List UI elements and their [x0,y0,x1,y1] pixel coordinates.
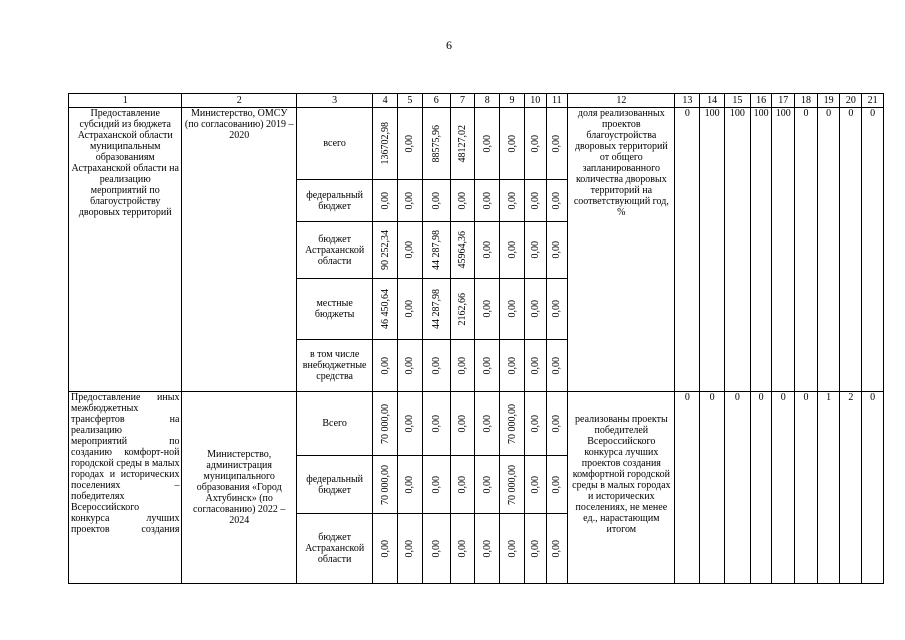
fund-value: 0,00 [529,134,541,153]
header-cell: 7 [450,94,475,108]
fund-value-cell [422,456,450,514]
fund-value: 0,00 [551,191,563,210]
fund-value: 70 000,00 [379,403,391,444]
fund-value: 46 450,64 [379,289,391,329]
fund-value: 0,00 [379,191,391,210]
indicator-text: доля реализованных проектов благоустройства дворовых территорий от общего запланированного количества дворовых территорий на соответствующий год, % [568,108,675,392]
fund-value: 0,00 [457,539,469,558]
fund-row [69,392,884,456]
target-value: 0 [750,392,772,584]
fund-value-cell [546,279,568,340]
fund-value-cell [546,340,568,392]
fund-value: 0,00 [457,356,469,375]
fund-value-cell [398,279,423,340]
target-value: 0 [795,108,818,392]
header-row [69,94,884,108]
header-cell: 13 [675,94,700,108]
fund-value-cell [373,340,398,392]
fund-value-cell [373,456,398,514]
fund-value: 0,00 [481,241,493,259]
fund-value-cell [373,392,398,456]
target-value: 100 [750,108,772,392]
fund-source-label: бюджет Астраханской области [296,514,372,584]
fund-value: 0,00 [457,475,469,494]
fund-value: 88575,96 [430,124,442,163]
fund-value: 0,00 [430,539,442,558]
fund-value-cell [373,180,398,222]
fund-value: 0,00 [404,191,416,210]
fund-value-cell [475,108,500,180]
fund-value-cell [398,340,423,392]
fund-value-cell [373,279,398,340]
fund-value-cell [398,180,423,222]
fund-value-cell [373,222,398,279]
target-value: 0 [862,392,884,584]
target-value: 0 [795,392,818,584]
fund-value: 90 252,34 [379,230,391,270]
fund-value-cell [500,180,525,222]
fund-value-cell [524,279,546,340]
fund-value-cell [398,392,423,456]
target-value: 0 [675,392,700,584]
fund-value-cell [450,108,475,180]
fund-value-cell [398,108,423,180]
fund-value: 70 000,00 [506,464,518,505]
fund-row [69,108,884,180]
fund-value: 0,00 [506,191,518,210]
fund-value: 0,00 [481,414,493,433]
fund-value-cell [546,514,568,584]
fund-value-cell [422,222,450,279]
fund-source-label: всего [296,108,372,180]
fund-value-cell [398,514,423,584]
header-cell: 15 [724,94,750,108]
fund-value-cell [422,514,450,584]
fund-value-cell [398,222,423,279]
header-cell: 21 [862,94,884,108]
fund-value: 0,00 [529,356,541,375]
fund-value-cell [398,456,423,514]
fund-source-label: федеральный бюджет [296,456,372,514]
fund-value: 0,00 [551,241,563,259]
header-cell: 8 [475,94,500,108]
fund-value: 45964,36 [457,231,469,269]
target-value: 100 [700,108,725,392]
fund-value: 0,00 [551,414,563,433]
header-cell: 12 [568,94,675,108]
header-cell: 2 [182,94,297,108]
fund-value: 0,00 [506,539,518,558]
fund-value-cell [546,456,568,514]
header-cell: 14 [700,94,725,108]
fund-value-cell [524,340,546,392]
fund-value-cell [450,514,475,584]
header-cell: 3 [296,94,372,108]
fund-source-label: местные бюджеты [296,279,372,340]
fund-value: 0,00 [404,241,416,259]
fund-value: 0,00 [529,300,541,318]
fund-value-cell [546,392,568,456]
fund-value-cell [475,279,500,340]
fund-value-cell [500,340,525,392]
target-value: 100 [772,108,795,392]
fund-value-cell [475,392,500,456]
fund-value: 0,00 [404,414,416,433]
header-cell: 5 [398,94,423,108]
fund-value: 0,00 [379,539,391,558]
fund-value: 0,00 [430,191,442,210]
fund-value: 0,00 [506,134,518,153]
target-value: 0 [772,392,795,584]
fund-value: 0,00 [430,414,442,433]
fund-value-cell [373,514,398,584]
fund-value: 2162,66 [457,292,469,326]
fund-value-cell [422,108,450,180]
fund-value-cell [500,222,525,279]
fund-value-cell [524,514,546,584]
fund-value: 0,00 [529,475,541,494]
fund-value-cell [450,340,475,392]
program-table [68,93,884,584]
fund-value-cell [524,456,546,514]
target-value: 0 [862,108,884,392]
page-number: 6 [446,38,452,52]
header-cell: 17 [772,94,795,108]
fund-value: 0,00 [551,356,563,375]
fund-value-cell [524,222,546,279]
fund-value: 0,00 [529,414,541,433]
fund-value-cell [500,456,525,514]
fund-value-cell [500,279,525,340]
fund-source-label: бюджет Астраханской области [296,222,372,279]
header-cell: 10 [524,94,546,108]
fund-value: 0,00 [481,475,493,494]
fund-value: 44 287,98 [430,230,442,270]
fund-source-label: Всего [296,392,372,456]
executor-period: Министерство, администрация муниципального образования «Город Ахтубинск» (по согласованию) 2022 – 2024 [182,392,297,584]
header-cell: 1 [69,94,182,108]
fund-value: 0,00 [551,300,563,318]
target-value: 0 [724,392,750,584]
fund-value: 44 287,98 [430,289,442,329]
target-value: 0 [840,108,862,392]
header-cell: 19 [817,94,840,108]
fund-value-cell [373,108,398,180]
fund-value: 0,00 [506,300,518,318]
fund-value: 0,00 [551,134,563,153]
fund-value: 0,00 [529,539,541,558]
fund-value: 0,00 [404,300,416,318]
measure-name: Предоставление субсидий из бюджета Астраханской области муниципальным образованиям Астраханской области на реализацию мероприятий по благоустройству дворовых территорий [69,108,182,392]
fund-value-cell [546,108,568,180]
executor-period: Министерство, ОМСУ (по согласованию) 2019 – 2020 [182,108,297,392]
fund-value-cell [450,279,475,340]
fund-value: 70 000,00 [379,464,391,505]
measure-name: Предоставление иных межбюджетных трансфертов на реализацию мероприятий по созданию комфорт-ной городской среды в малых городах и исторических поселениях – победителях Всероссийского конкурса лучших проектов создания [69,392,182,584]
fund-value: 0,00 [481,300,493,318]
fund-value-cell [546,180,568,222]
fund-value: 0,00 [551,539,563,558]
target-value: 0 [817,108,840,392]
fund-value: 0,00 [481,539,493,558]
fund-value-cell [500,108,525,180]
fund-value: 70 000,00 [506,403,518,444]
target-value: 100 [724,108,750,392]
fund-value: 0,00 [430,356,442,375]
fund-value: 136702,98 [379,122,391,165]
fund-value-cell [524,180,546,222]
fund-value: 0,00 [404,134,416,153]
fund-value-cell [524,108,546,180]
fund-value: 0,00 [529,191,541,210]
fund-value-cell [422,340,450,392]
fund-value: 0,00 [404,356,416,375]
header-cell: 4 [373,94,398,108]
indicator-text: реализованы проекты победителей Всероссийского конкурса лучших проектов создания комфортной городской среды в малых городах и исторических поселениях, не менее ед., нарастающим итогом [568,392,675,584]
fund-value-cell [450,392,475,456]
fund-value: 0,00 [551,475,563,494]
fund-source-label: в том числе внебюджетные средства [296,340,372,392]
header-cell: 16 [750,94,772,108]
fund-value: 0,00 [430,475,442,494]
fund-value-cell [450,456,475,514]
fund-source-label: федеральный бюджет [296,180,372,222]
target-value: 0 [700,392,725,584]
fund-value: 0,00 [457,191,469,210]
fund-value: 48127,02 [457,124,469,163]
fund-value-cell [475,180,500,222]
fund-value: 0,00 [404,539,416,558]
target-value: 0 [675,108,700,392]
fund-value-cell [422,392,450,456]
fund-value-cell [450,180,475,222]
target-value: 2 [840,392,862,584]
fund-value-cell [422,279,450,340]
fund-value: 0,00 [506,241,518,259]
fund-value-cell [500,392,525,456]
fund-value-cell [475,514,500,584]
fund-value-cell [475,456,500,514]
fund-value: 0,00 [457,414,469,433]
fund-value: 0,00 [481,134,493,153]
fund-value: 0,00 [506,356,518,375]
fund-value: 0,00 [481,356,493,375]
fund-value-cell [500,514,525,584]
fund-value-cell [422,180,450,222]
fund-value: 0,00 [379,356,391,375]
fund-value: 0,00 [529,241,541,259]
fund-value-cell [450,222,475,279]
fund-value-cell [475,222,500,279]
fund-value-cell [524,392,546,456]
header-cell: 11 [546,94,568,108]
header-cell: 9 [500,94,525,108]
target-value: 1 [817,392,840,584]
fund-value: 0,00 [481,191,493,210]
header-cell: 18 [795,94,818,108]
header-cell: 20 [840,94,862,108]
fund-value-cell [475,340,500,392]
fund-value: 0,00 [404,475,416,494]
header-cell: 6 [422,94,450,108]
fund-value-cell [546,222,568,279]
